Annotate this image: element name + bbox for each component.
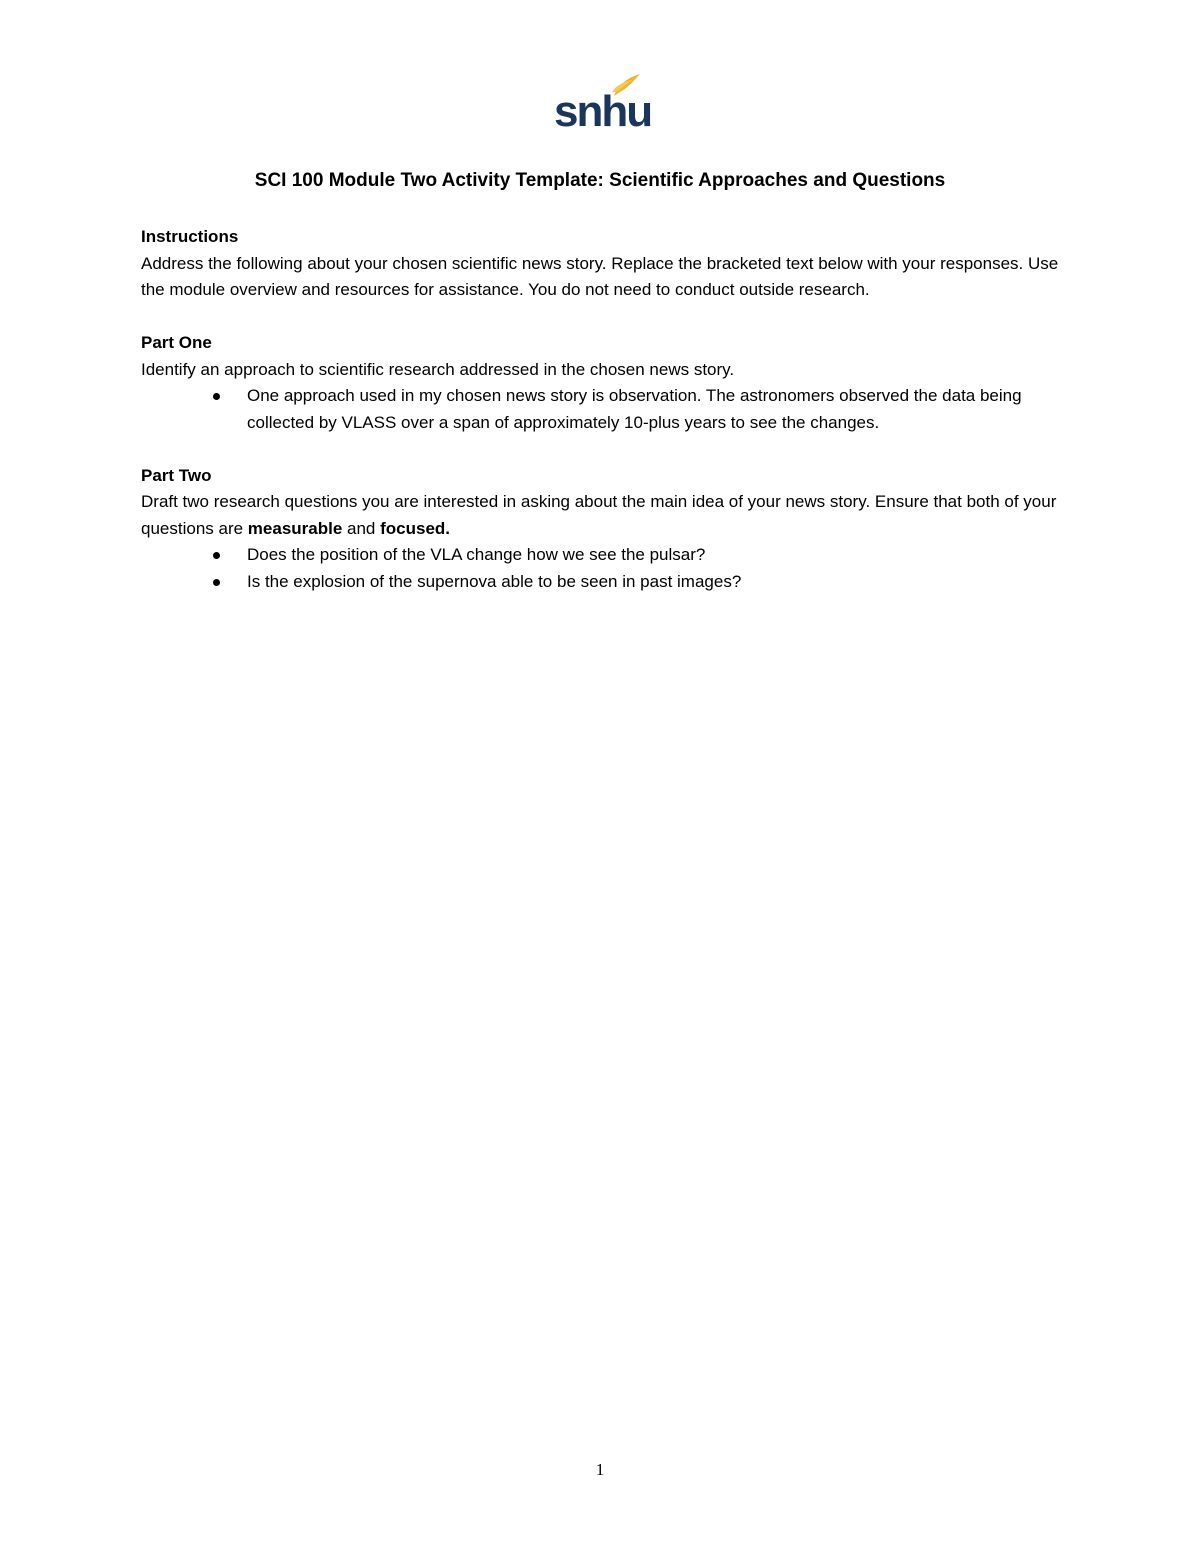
page-number: 1 xyxy=(595,1460,605,1479)
spacer xyxy=(141,436,1066,463)
prompt-bold-measurable: measurable xyxy=(247,518,343,538)
part-one-prompt: Identify an approach to scientific research addressed in the chosen news story. xyxy=(141,359,735,379)
logo-wordmark: snhu xyxy=(554,87,652,136)
bullet-icon xyxy=(213,393,220,400)
part-two-bullet-list xyxy=(141,542,1066,595)
instructions-section xyxy=(141,224,1066,304)
bullet-icon xyxy=(213,579,220,586)
prompt-text-and: and xyxy=(342,518,381,538)
document-title: SCI 100 Module Two Activity Template: Scientific Approaches and Questions xyxy=(254,170,946,191)
bullet-text: Is the explosion of the supernova able to be seen in past images? xyxy=(247,571,742,591)
list-item xyxy=(141,383,1066,436)
instructions-text: Address the following about your chosen scientific news story. Replace the bracketed text below with your responses. Use the module overview and resources for assistance. You do not need to conduct outside research. xyxy=(141,253,1059,299)
snhu-logo xyxy=(554,72,652,136)
list-item xyxy=(141,569,1066,596)
document-body xyxy=(141,224,1066,595)
prompt-bold-focused: focused. xyxy=(380,518,451,538)
instructions-heading: Instructions xyxy=(141,227,239,246)
part-one-bullet-list xyxy=(141,383,1066,436)
prompt-text: Draft two research questions you are interested in asking about the main idea of your news story. Ensure that both of your questions are xyxy=(141,492,1057,538)
part-one-section xyxy=(141,330,1066,436)
list-item xyxy=(141,542,1066,569)
bullet-text: Does the position of the VLA change how we see the pulsar? xyxy=(247,545,706,564)
spacer xyxy=(141,304,1066,331)
part-two-prompt xyxy=(141,489,1066,542)
part-two-heading: Part Two xyxy=(141,465,212,485)
bullet-icon xyxy=(213,552,220,559)
bullet-text: One approach used in my chosen news story is observation. The astronomers observed the data being collected by VLASS over a span of approximately 10-plus years to see the changes. xyxy=(247,386,1022,432)
part-one-heading: Part One xyxy=(141,333,212,352)
part-two-section xyxy=(141,463,1066,596)
